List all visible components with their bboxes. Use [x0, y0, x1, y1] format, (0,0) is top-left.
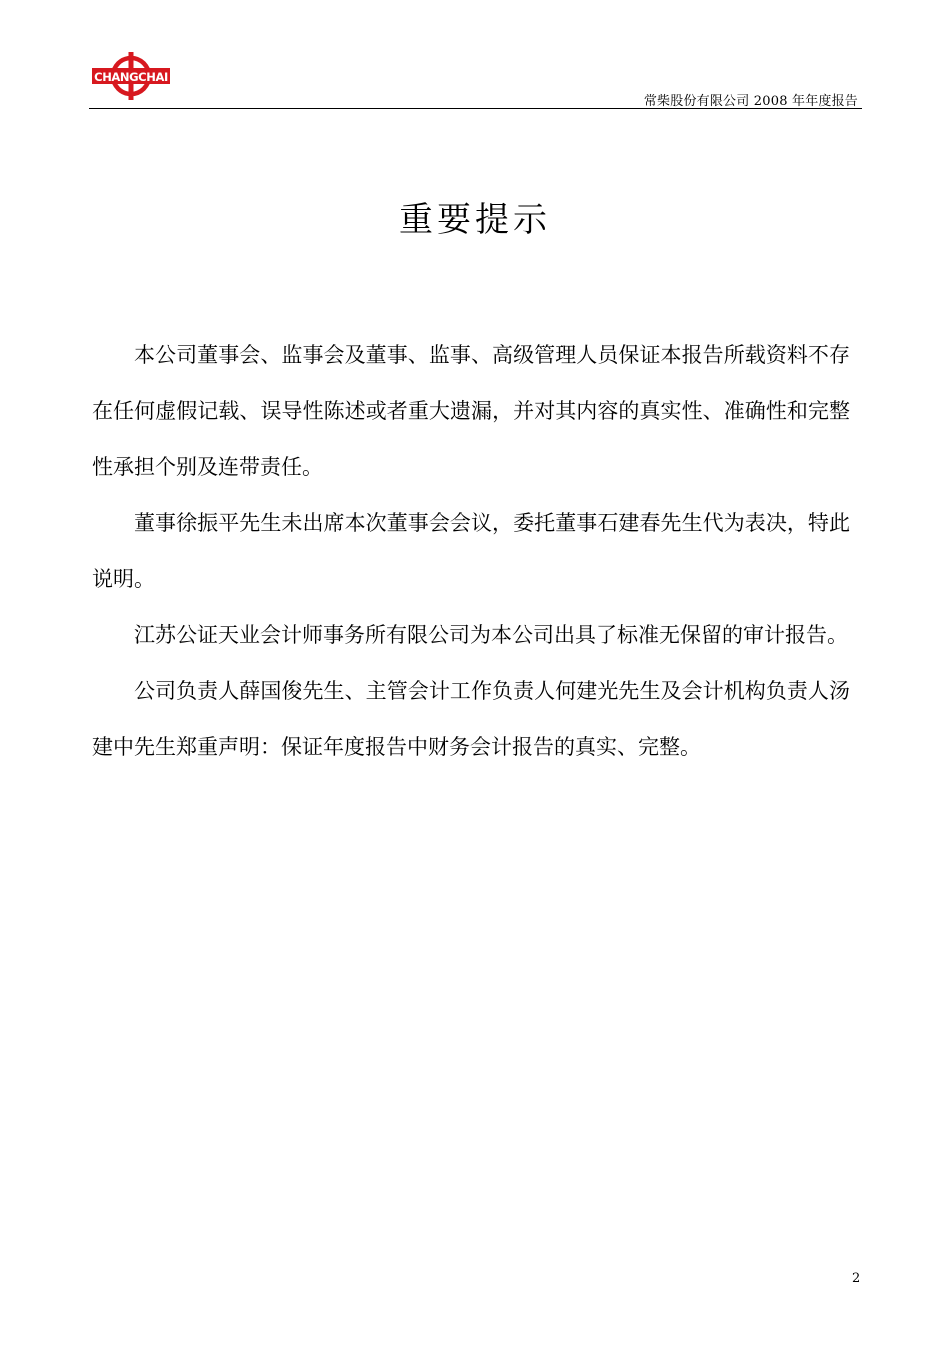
logo-text: CHANGCHAI — [94, 70, 168, 84]
changchai-logo-graphic — [92, 52, 170, 100]
paragraph-director-absence: 董事徐振平先生未出席本次董事会会议，委托董事石建春先生代为表决，特此说明。 — [92, 511, 850, 591]
paragraph-assurance: 本公司董事会、监事会及董事、监事、高级管理人员保证本报告所载资料不存在任何虚假记载、误导性陈述或者重大遗漏，并对其内容的真实性、准确性和完整性承担个别及连带责任。 — [92, 343, 850, 479]
notice-body — [92, 327, 850, 775]
page-title: 重要提示 — [399, 200, 551, 240]
paragraph-audit-opinion: 江苏公证天业会计师事务所有限公司为本公司出具了标准无保留的审计报告。 — [134, 623, 848, 647]
changchai-logo — [92, 52, 170, 100]
paragraph-financial-statement: 公司负责人薛国俊先生、主管会计工作负责人何建光先生及会计机构负责人汤建中先生郑重声明：保证年度报告中财务会计报告的真实、完整。 — [92, 679, 850, 759]
report-header-title: 常柴股份有限公司 2008 年年度报告 — [643, 94, 858, 109]
page-number: 2 — [852, 1271, 861, 1286]
header-divider — [89, 108, 862, 109]
